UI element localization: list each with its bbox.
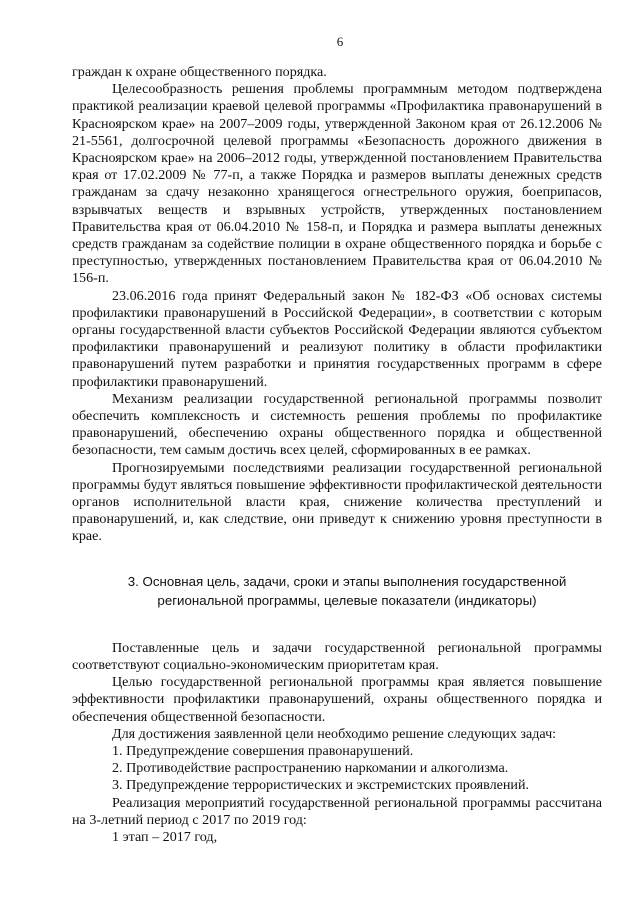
page-number: 6 [336,34,344,49]
paragraph: Целесообразность решения проблемы программным методом подтверждена практикой реализации краевой целевой программы «Профилактика правонарушений в Красноярском крае» на 2007–2009 годы, утвержденной Законом края от 26.12.2006 № 21-5561, долгосрочной целевой программы «Безопасность дорожного движения в Красноярском крае» на 2006–2012 годы, утвержденной постановлением Правительства края от 17.02.2009 № 77-п, а также Порядка и размеров выплаты денежных средств гражданам за сдачу незаконно хранящегося огнестрельного оружия, боеприпасов, взрывчатых веществ и взрывных устройств, утвержденных постановлением Правительства края от 06.04.2010 № 158-п, и Порядка и размера выплаты денежных средств гражданам за содействие полиции в охране общественного порядка и борьбе с преступностью, утвержденных постановлением Правительства края от 06.04.2010 № 156-п. [72,81,602,287]
section-heading-line: региональной программы, целевые показатели (индикаторы) [157,592,537,608]
list-item: 3. Предупреждение террористических и экстремистских проявлений. [112,777,530,794]
paragraph: Механизм реализации государственной региональной программы позволит обеспечить комплексность и системность решения проблемы по профилактике правонарушений, обеспечению охраны общественного порядка и общественной безопасности, тем самым достичь всех целей, сформированных в ее рамках. [72,390,602,459]
list-item: 2. Противодействие распространению наркомании и алкоголизма. [112,760,509,777]
paragraph: Для достижения заявленной цели необходимо решение следующих задач: [112,725,557,742]
paragraph: Прогнозируемыми последствиями реализации государственной региональной программы будут являться повышение эффективности профилактической деятельности органов исполнительной власти края, снижение количества преступлений и правонарушений, и, как следствие, они приведут к снижению уровня преступности в крае. [72,459,602,545]
section-heading-line: 3. Основная цель, задачи, сроки и этапы выполнения государственной [127,573,567,589]
paragraph: 1 этап – 2017 год, [112,828,218,845]
paragraph: граждан к охране общественного порядка. [72,64,327,80]
paragraph: 23.06.2016 года принят Федеральный закон № 182-ФЗ «Об основах системы профилактики правонарушений в Российской Федерации», в соответствии с которым органы государственной власти субъектов Российской Федерации являются субъектом профилактики правонарушений и реализуют политику в области профилактики правонарушений путем разработки и принятия государственных программ в сфере профилактики правонарушений. [72,287,602,390]
section-heading [72,572,602,610]
list-item: 1. Предупреждение совершения правонарушений. [112,742,414,759]
document-body [72,64,602,846]
paragraph: Поставленные цель и задачи государственной региональной программы соответствуют социально-экономическим приоритетам края. [72,639,602,673]
paragraph: Реализация мероприятий государственной региональной программы рассчитана на 3-летний период с 2017 по 2019 год: [72,794,602,828]
paragraph: Целью государственной региональной программы края является повышение эффективности профилактики правонарушений, охраны общественного порядка и обеспечения общественной безопасности. [72,674,602,725]
